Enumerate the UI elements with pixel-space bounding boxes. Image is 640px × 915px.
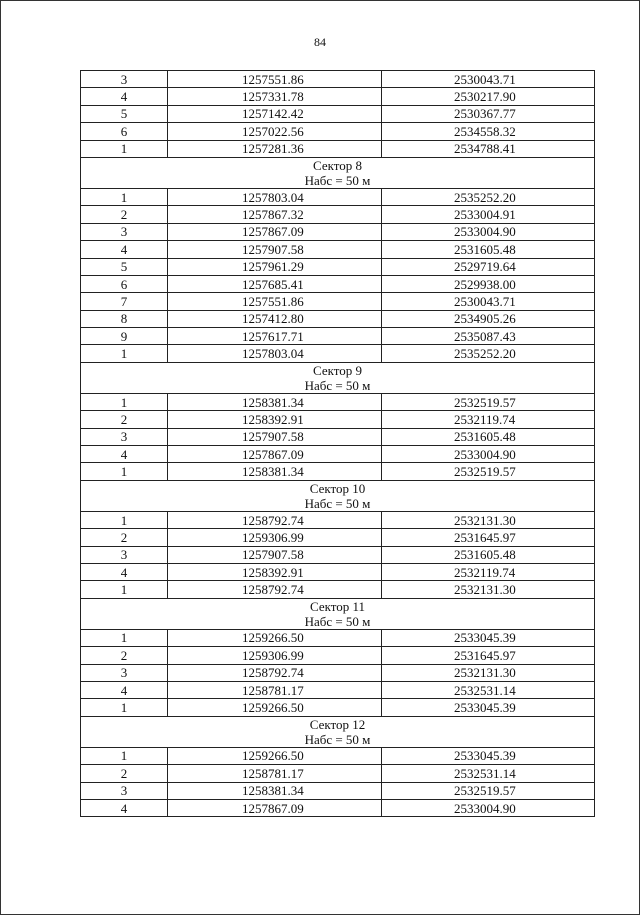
- point-number-cell: 4: [81, 241, 168, 258]
- sector-header-row: [81, 480, 595, 511]
- point-number-cell: 2: [81, 529, 168, 546]
- point-number-cell: 3: [81, 71, 168, 88]
- sector-header-cell: [81, 480, 595, 511]
- x-coordinate-cell: 1258392.91: [168, 411, 382, 428]
- point-number-cell: 1: [81, 511, 168, 528]
- table-row: [81, 71, 595, 88]
- y-coordinate-cell: 2530043.71: [382, 293, 595, 310]
- y-coordinate-cell: 2534788.41: [382, 140, 595, 157]
- x-coordinate-cell: 1258792.74: [168, 664, 382, 681]
- y-coordinate-cell: 2532119.74: [382, 563, 595, 580]
- table-row: [81, 664, 595, 681]
- x-coordinate-cell: 1257867.09: [168, 446, 382, 463]
- y-coordinate-cell: 2532531.14: [382, 681, 595, 698]
- y-coordinate-cell: 2534905.26: [382, 310, 595, 327]
- x-coordinate-cell: 1258781.17: [168, 765, 382, 782]
- page-number: 84: [314, 35, 326, 49]
- x-coordinate-cell: 1257867.09: [168, 799, 382, 816]
- sector-title: Сектор 11: [309, 598, 366, 614]
- point-number-cell: 3: [81, 664, 168, 681]
- sector-height: Набс = 50 м: [304, 613, 371, 629]
- table-row: [81, 206, 595, 223]
- table-row: [81, 258, 595, 275]
- sector-header-row: [81, 716, 595, 747]
- y-coordinate-cell: 2533004.91: [382, 206, 595, 223]
- x-coordinate-cell: 1257331.78: [168, 88, 382, 105]
- sector-height: Набс = 50 м: [304, 731, 371, 747]
- coordinates-table-body: [81, 71, 595, 817]
- x-coordinate-cell: 1257551.86: [168, 71, 382, 88]
- y-coordinate-cell: 2533045.39: [382, 747, 595, 764]
- sector-title: Сектор 12: [309, 716, 366, 732]
- point-number-cell: 6: [81, 123, 168, 140]
- point-number-cell: 1: [81, 345, 168, 362]
- point-number-cell: 4: [81, 88, 168, 105]
- x-coordinate-cell: 1258381.34: [168, 782, 382, 799]
- x-coordinate-cell: 1257022.56: [168, 123, 382, 140]
- y-coordinate-cell: 2533004.90: [382, 446, 595, 463]
- table-row: [81, 629, 595, 646]
- y-coordinate-cell: 2532119.74: [382, 411, 595, 428]
- table-row: [81, 747, 595, 764]
- point-number-cell: 2: [81, 206, 168, 223]
- y-coordinate-cell: 2535087.43: [382, 328, 595, 345]
- table-row: [81, 123, 595, 140]
- sector-header-cell: [81, 362, 595, 393]
- x-coordinate-cell: 1258792.74: [168, 511, 382, 528]
- x-coordinate-cell: 1257803.04: [168, 345, 382, 362]
- point-number-cell: 5: [81, 258, 168, 275]
- point-number-cell: 3: [81, 546, 168, 563]
- x-coordinate-cell: 1257867.32: [168, 206, 382, 223]
- table-row: [81, 428, 595, 445]
- point-number-cell: 3: [81, 428, 168, 445]
- coordinates-table: [80, 70, 595, 817]
- table-row: [81, 105, 595, 122]
- x-coordinate-cell: 1258381.34: [168, 393, 382, 410]
- point-number-cell: 5: [81, 105, 168, 122]
- x-coordinate-cell: 1257907.58: [168, 241, 382, 258]
- point-number-cell: 4: [81, 799, 168, 816]
- y-coordinate-cell: 2530043.71: [382, 71, 595, 88]
- sector-title: Сектор 10: [309, 480, 366, 496]
- y-coordinate-cell: 2529719.64: [382, 258, 595, 275]
- point-number-cell: 2: [81, 647, 168, 664]
- sector-height: Набс = 50 м: [304, 495, 371, 511]
- point-number-cell: 8: [81, 310, 168, 327]
- x-coordinate-cell: 1257685.41: [168, 275, 382, 292]
- sector-height: Набс = 50 м: [304, 377, 371, 393]
- x-coordinate-cell: 1257281.36: [168, 140, 382, 157]
- point-number-cell: 3: [81, 782, 168, 799]
- table-row: [81, 88, 595, 105]
- x-coordinate-cell: 1258792.74: [168, 581, 382, 598]
- table-row: [81, 647, 595, 664]
- table-row: [81, 699, 595, 716]
- table-row: [81, 546, 595, 563]
- x-coordinate-cell: 1259266.50: [168, 747, 382, 764]
- x-coordinate-cell: 1258392.91: [168, 563, 382, 580]
- y-coordinate-cell: 2532519.57: [382, 463, 595, 480]
- table-row: [81, 511, 595, 528]
- y-coordinate-cell: 2532519.57: [382, 782, 595, 799]
- point-number-cell: 4: [81, 563, 168, 580]
- y-coordinate-cell: 2532131.30: [382, 664, 595, 681]
- y-coordinate-cell: 2530367.77: [382, 105, 595, 122]
- x-coordinate-cell: 1257551.86: [168, 293, 382, 310]
- y-coordinate-cell: 2535252.20: [382, 188, 595, 205]
- table-row: [81, 345, 595, 362]
- x-coordinate-cell: 1257617.71: [168, 328, 382, 345]
- y-coordinate-cell: 2531605.48: [382, 241, 595, 258]
- point-number-cell: 1: [81, 629, 168, 646]
- table-row: [81, 188, 595, 205]
- table-row: [81, 799, 595, 816]
- table-row: [81, 241, 595, 258]
- point-number-cell: 7: [81, 293, 168, 310]
- sector-height: Набс = 50 м: [304, 172, 371, 188]
- table-row: [81, 446, 595, 463]
- y-coordinate-cell: 2531645.97: [382, 529, 595, 546]
- y-coordinate-cell: 2533045.39: [382, 699, 595, 716]
- x-coordinate-cell: 1257907.58: [168, 546, 382, 563]
- table-row: [81, 293, 595, 310]
- table-row: [81, 275, 595, 292]
- y-coordinate-cell: 2529938.00: [382, 275, 595, 292]
- x-coordinate-cell: 1259306.99: [168, 529, 382, 546]
- sector-header-cell: [81, 716, 595, 747]
- x-coordinate-cell: 1259266.50: [168, 699, 382, 716]
- table-row: [81, 463, 595, 480]
- y-coordinate-cell: 2532131.30: [382, 581, 595, 598]
- point-number-cell: 6: [81, 275, 168, 292]
- table-row: [81, 223, 595, 240]
- x-coordinate-cell: 1259266.50: [168, 629, 382, 646]
- table-row: [81, 140, 595, 157]
- x-coordinate-cell: 1259306.99: [168, 647, 382, 664]
- x-coordinate-cell: 1257412.80: [168, 310, 382, 327]
- point-number-cell: 1: [81, 393, 168, 410]
- table-row: [81, 563, 595, 580]
- point-number-cell: 2: [81, 411, 168, 428]
- y-coordinate-cell: 2535252.20: [382, 345, 595, 362]
- table-row: [81, 328, 595, 345]
- x-coordinate-cell: 1257961.29: [168, 258, 382, 275]
- point-number-cell: 2: [81, 765, 168, 782]
- table-row: [81, 765, 595, 782]
- point-number-cell: 1: [81, 140, 168, 157]
- table-row: [81, 581, 595, 598]
- table-row: [81, 411, 595, 428]
- sector-header-cell: [81, 598, 595, 629]
- table-row: [81, 393, 595, 410]
- sector-title: Сектор 9: [312, 362, 362, 378]
- y-coordinate-cell: 2533045.39: [382, 629, 595, 646]
- y-coordinate-cell: 2534558.32: [382, 123, 595, 140]
- point-number-cell: 1: [81, 747, 168, 764]
- point-number-cell: 3: [81, 223, 168, 240]
- point-number-cell: 9: [81, 328, 168, 345]
- point-number-cell: 4: [81, 681, 168, 698]
- table-row: [81, 681, 595, 698]
- y-coordinate-cell: 2532131.30: [382, 511, 595, 528]
- y-coordinate-cell: 2533004.90: [382, 799, 595, 816]
- sector-header-row: [81, 362, 595, 393]
- x-coordinate-cell: 1257803.04: [168, 188, 382, 205]
- x-coordinate-cell: 1257142.42: [168, 105, 382, 122]
- sector-header-row: [81, 157, 595, 188]
- table-row: [81, 529, 595, 546]
- point-number-cell: 1: [81, 699, 168, 716]
- x-coordinate-cell: 1257867.09: [168, 223, 382, 240]
- point-number-cell: 4: [81, 446, 168, 463]
- y-coordinate-cell: 2531645.97: [382, 647, 595, 664]
- sector-header-row: [81, 598, 595, 629]
- sector-header-cell: [81, 157, 595, 188]
- y-coordinate-cell: 2533004.90: [382, 223, 595, 240]
- point-number-cell: 1: [81, 188, 168, 205]
- x-coordinate-cell: 1258381.34: [168, 463, 382, 480]
- x-coordinate-cell: 1257907.58: [168, 428, 382, 445]
- table-row: [81, 782, 595, 799]
- point-number-cell: 1: [81, 581, 168, 598]
- x-coordinate-cell: 1258781.17: [168, 681, 382, 698]
- sector-title: Сектор 8: [312, 157, 362, 173]
- y-coordinate-cell: 2531605.48: [382, 428, 595, 445]
- point-number-cell: 1: [81, 463, 168, 480]
- table-row: [81, 310, 595, 327]
- y-coordinate-cell: 2532519.57: [382, 393, 595, 410]
- y-coordinate-cell: 2531605.48: [382, 546, 595, 563]
- y-coordinate-cell: 2530217.90: [382, 88, 595, 105]
- y-coordinate-cell: 2532531.14: [382, 765, 595, 782]
